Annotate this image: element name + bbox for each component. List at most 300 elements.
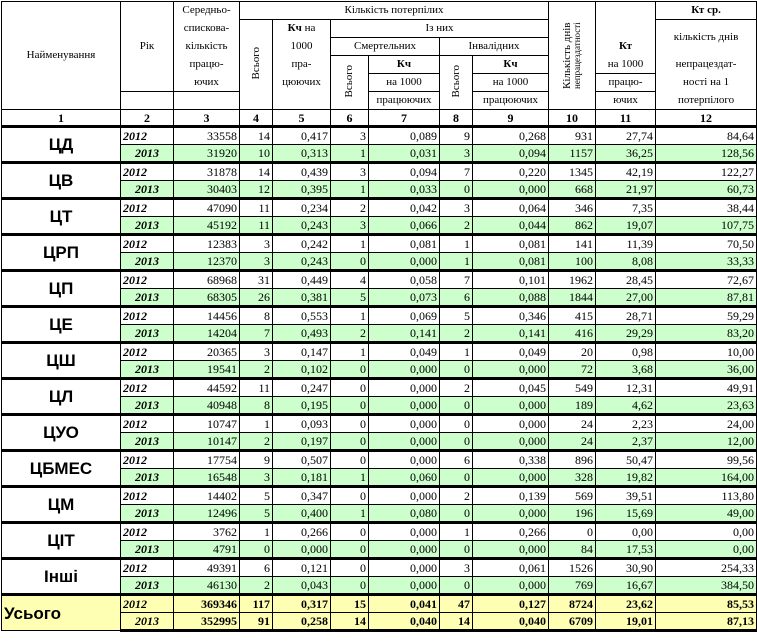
value-cell: 0,242 <box>273 235 331 253</box>
value-cell: 60,73 <box>656 181 757 199</box>
value-cell: 0 <box>440 181 473 199</box>
unit-name: ЦВ <box>2 163 121 199</box>
value-cell: 0,220 <box>473 163 549 181</box>
year-cell: 2013 <box>121 289 174 307</box>
year-cell: 2013 <box>121 577 174 595</box>
year-cell: 2012 <box>121 379 174 397</box>
value-cell: 14 <box>240 163 273 181</box>
value-cell: 3,68 <box>596 361 656 379</box>
value-cell: 0,139 <box>473 487 549 505</box>
unit-name: ЦМ <box>2 487 121 523</box>
value-cell: 0,094 <box>473 145 549 163</box>
value-cell: 3 <box>440 559 473 577</box>
value-cell: 384,50 <box>656 577 757 595</box>
value-cell: 12496 <box>174 505 240 523</box>
table-row <box>2 523 757 541</box>
value-cell: 7 <box>440 163 473 181</box>
year-cell: 2013 <box>121 217 174 235</box>
value-cell: 72,67 <box>656 271 757 289</box>
table-row <box>2 487 757 505</box>
value-cell: 27,00 <box>596 289 656 307</box>
value-cell: 10147 <box>174 433 240 451</box>
value-cell: 0,000 <box>369 451 440 469</box>
value-cell: 117 <box>240 595 273 613</box>
value-cell: 352995 <box>174 613 240 631</box>
year-cell: 2013 <box>121 541 174 559</box>
value-cell: 27,74 <box>596 127 656 145</box>
value-cell: 19,01 <box>596 613 656 631</box>
value-cell: 113,80 <box>656 487 757 505</box>
year-cell: 2012 <box>121 451 174 469</box>
value-cell: 9 <box>240 451 273 469</box>
unit-name: Інші <box>2 559 121 595</box>
header-kt: Кт <box>596 38 656 56</box>
value-cell: 0 <box>440 361 473 379</box>
value-cell: 0,043 <box>273 577 331 595</box>
value-cell: 1 <box>331 145 369 163</box>
value-cell: 931 <box>549 127 596 145</box>
value-cell: 0 <box>331 541 369 559</box>
value-cell: 862 <box>549 217 596 235</box>
table-row <box>2 271 757 289</box>
value-cell: 0 <box>440 397 473 415</box>
value-cell: 0,041 <box>369 595 440 613</box>
value-cell: 346 <box>549 199 596 217</box>
value-cell: 3 <box>240 235 273 253</box>
value-cell: 2 <box>440 217 473 235</box>
value-cell: 11 <box>240 199 273 217</box>
value-cell: 3 <box>240 469 273 487</box>
table-row <box>2 415 757 433</box>
value-cell: 0,045 <box>473 379 549 397</box>
unit-name: Усього <box>2 595 121 631</box>
year-cell: 2013 <box>121 361 174 379</box>
year-cell: 2012 <box>121 235 174 253</box>
value-cell: 0,101 <box>473 271 549 289</box>
value-cell: 0,000 <box>369 397 440 415</box>
year-cell: 2012 <box>121 271 174 289</box>
value-cell: 14 <box>240 127 273 145</box>
value-cell: 30,90 <box>596 559 656 577</box>
value-cell: 83,20 <box>656 325 757 343</box>
value-cell: 415 <box>549 307 596 325</box>
value-cell: 0,094 <box>369 163 440 181</box>
value-cell: 0,000 <box>369 487 440 505</box>
table-row <box>2 343 757 361</box>
value-cell: 0 <box>331 397 369 415</box>
value-cell: 33558 <box>174 127 240 145</box>
value-cell: 21,97 <box>596 181 656 199</box>
value-cell: 12370 <box>174 253 240 271</box>
unit-name: ЦІТ <box>2 523 121 559</box>
value-cell: 128,56 <box>656 145 757 163</box>
value-cell: 1962 <box>549 271 596 289</box>
value-cell: 68305 <box>174 289 240 307</box>
value-cell: 0,000 <box>369 379 440 397</box>
value-cell: 1 <box>331 307 369 325</box>
value-cell: 7 <box>440 271 473 289</box>
value-cell: 0,147 <box>273 343 331 361</box>
value-cell: 2 <box>240 433 273 451</box>
value-cell: 0,268 <box>473 127 549 145</box>
value-cell: 0 <box>240 541 273 559</box>
value-cell: 3 <box>240 343 273 361</box>
header-victims: Кількість потерпілих <box>240 2 549 20</box>
value-cell: 0,000 <box>369 577 440 595</box>
value-cell: 6 <box>440 451 473 469</box>
value-cell: 0,000 <box>473 415 549 433</box>
value-cell: 0,449 <box>273 271 331 289</box>
year-cell: 2013 <box>121 613 174 631</box>
value-cell: 0,000 <box>473 397 549 415</box>
value-cell: 0,346 <box>473 307 549 325</box>
value-cell: 12,00 <box>656 433 757 451</box>
value-cell: 0,00 <box>656 523 757 541</box>
value-cell: 100 <box>549 253 596 271</box>
value-cell: 1844 <box>549 289 596 307</box>
value-cell: 0,031 <box>369 145 440 163</box>
value-cell: 84,64 <box>656 127 757 145</box>
value-cell: 1 <box>331 181 369 199</box>
value-cell: 0 <box>331 559 369 577</box>
value-cell: 0 <box>440 433 473 451</box>
value-cell: 1 <box>240 415 273 433</box>
value-cell: 24,00 <box>656 415 757 433</box>
value-cell: 0,266 <box>473 523 549 541</box>
value-cell: 1 <box>331 343 369 361</box>
value-cell: 0,317 <box>273 595 331 613</box>
value-cell: 164,00 <box>656 469 757 487</box>
value-cell: 4791 <box>174 541 240 559</box>
value-cell: 141 <box>549 235 596 253</box>
value-cell: 0,258 <box>273 613 331 631</box>
value-cell: 87,13 <box>656 613 757 631</box>
value-cell: 328 <box>549 469 596 487</box>
value-cell: 254,33 <box>656 559 757 577</box>
value-cell: 0,058 <box>369 271 440 289</box>
value-cell: 26 <box>240 289 273 307</box>
value-cell: 1526 <box>549 559 596 577</box>
value-cell: 59,29 <box>656 307 757 325</box>
value-cell: 0,000 <box>473 361 549 379</box>
value-cell: 20365 <box>174 343 240 361</box>
value-cell: 2 <box>240 577 273 595</box>
value-cell: 19,07 <box>596 217 656 235</box>
value-cell: 16548 <box>174 469 240 487</box>
value-cell: 0,073 <box>369 289 440 307</box>
value-cell: 0,061 <box>473 559 549 577</box>
value-cell: 0,195 <box>273 397 331 415</box>
value-cell: 9 <box>440 127 473 145</box>
value-cell: 0 <box>331 523 369 541</box>
value-cell: 0,313 <box>273 145 331 163</box>
value-cell: 49391 <box>174 559 240 577</box>
value-cell: 0,234 <box>273 199 331 217</box>
value-cell: 369346 <box>174 595 240 613</box>
value-cell: 15,69 <box>596 505 656 523</box>
value-cell: 0 <box>440 469 473 487</box>
year-cell: 2013 <box>121 433 174 451</box>
value-cell: 14 <box>440 613 473 631</box>
value-cell: 33,33 <box>656 253 757 271</box>
value-cell: 1 <box>331 505 369 523</box>
value-cell: 0,000 <box>273 541 331 559</box>
value-cell: 0,044 <box>473 217 549 235</box>
value-cell: 0,00 <box>656 541 757 559</box>
value-cell: 0,102 <box>273 361 331 379</box>
value-cell: 11 <box>240 379 273 397</box>
value-cell: 0 <box>331 451 369 469</box>
value-cell: 0,400 <box>273 505 331 523</box>
value-cell: 28,71 <box>596 307 656 325</box>
value-cell: 6 <box>240 559 273 577</box>
value-cell: 549 <box>549 379 596 397</box>
value-cell: 0 <box>331 487 369 505</box>
value-cell: 0,080 <box>369 505 440 523</box>
value-cell: 2 <box>440 325 473 343</box>
table-row <box>2 235 757 253</box>
value-cell: 0,347 <box>273 487 331 505</box>
value-cell: 46130 <box>174 577 240 595</box>
value-cell: 0,266 <box>273 523 331 541</box>
table-row <box>2 199 757 217</box>
value-cell: 769 <box>549 577 596 595</box>
value-cell: 3 <box>440 145 473 163</box>
value-cell: 4,62 <box>596 397 656 415</box>
value-cell: 5 <box>240 505 273 523</box>
value-cell: 6 <box>440 289 473 307</box>
value-cell: 1 <box>440 253 473 271</box>
value-cell: 47090 <box>174 199 240 217</box>
table-row <box>2 595 757 613</box>
value-cell: 23,62 <box>596 595 656 613</box>
value-cell: 1345 <box>549 163 596 181</box>
value-cell: 0,243 <box>273 217 331 235</box>
value-cell: 2 <box>440 487 473 505</box>
value-cell: 1 <box>440 343 473 361</box>
year-cell: 2012 <box>121 559 174 577</box>
unit-name: ЦТ <box>2 199 121 235</box>
value-cell: 0,000 <box>369 433 440 451</box>
value-cell: 416 <box>549 325 596 343</box>
value-cell: 0,000 <box>473 541 549 559</box>
unit-name: ЦРП <box>2 235 121 271</box>
value-cell: 11 <box>240 217 273 235</box>
injury-statistics-table: Найменування Середньо- Кількість потерпілих Кількість днів непрацездатності Кт ср. спискова- Всього Кч на Із них кількість днів Рік кількість 1000 Смертельних Інвалідних Кт працю- пра- Всього Кч Всього Кч на 1000 непрацездат- ючих цюючих на 1000 на 1000 працю- ності на 1 працюючих працюючих ючих потерпілого 1 2 3 4 5 6 7 8 9 10 11 12 ЦД 2012 33558 14 0,417 3 0,089 9 0,268 931 27,74 84,64 2013 31920 10 0,313 1 0,031 3 0,094 1157 36,25 128,56 ЦВ 2012 31878 14 0,439 3 0,094 7 0,220 1345 42,19 122,27 2013 30403 12 0,395 1 0,033 0 0,000 668 21,97 60,73 ЦТ 2012 47090 11 0,234 2 0,042 3 0,064 346 7,35 38,44 2013 45192 11 0,243 3 0,066 2 0,044 862 19,07 107,75 ЦРП 2012 12383 3 0,242 1 0,081 1 0,081 141 11,39 70,50 2013 12370 3 0,243 0 0,000 1 0,081 100 8,08 33,33 ЦП 2012 68968 31 0,449 4 0,058 7 0,101 1962 28,45 72,67 2013 68305 26 0,381 5 0,073 6 0,088 1844 27,00 87,81 ЦЕ 2012 14456 8 0,553 1 0,069 5 0,346 415 28,71 59,29 2013 14204 7 0,493 2 0,141 2 0,141 416 29,29 83,20 ЦШ 2012 20365 3 0,147 1 0,049 1 0,049 20 0,98 10,00 2013 19541 2 0,102 0 0,000 0 0,000 72 3,68 36,00 ЦЛ 2012 44592 11 0,247 0 0,000 2 0,045 549 12,31 49,91 2013 40948 8 0,195 0 0,000 0 0,000 189 4,62 23,63 ЦУО 2012 10747 1 0,093 0 0,000 0 0,000 24 2,23 24,00 2013 10147 2 0,197 0 0,000 0 0,000 24 2,37 12,00 ЦБМЕС 2012 17754 9 0,507 0 0,000 6 0,338 896 50,47 99,56 2013 16548 3 0,181 1 0,060 0 0,000 328 19,82 164,00 ЦМ 2012 14402 5 0,347 0 0,000 2 0,139 569 39,51 113,80 2013 12496 5 0,400 1 0,080 0 0,000 196 15,69 49,00 ЦІТ 2012 3762 1 0,266 0 0,000 1 0,266 0 0,00 0,00 2013 4791 0 0,000 0 0,000 0 0,000 84 17,53 0,00 Інші 2012 49391 6 0,121 0 0,000 3 0,061 1526 30,90 254,33 2013 46130 2 0,043 0 0,000 0 0,000 769 16,67 384,50 Усього 2012 369346 117 0,317 15 0,041 47 0,127 8724 23,62 85,53 2013 352995 91 0,258 14 0,040 14 0,040 6709 19,01 87,13 <box>1 1 757 632</box>
value-cell: 49,00 <box>656 505 757 523</box>
value-cell: 0,197 <box>273 433 331 451</box>
value-cell: 99,56 <box>656 451 757 469</box>
year-cell: 2012 <box>121 127 174 145</box>
year-cell: 2013 <box>121 469 174 487</box>
value-cell: 38,44 <box>656 199 757 217</box>
value-cell: 2 <box>331 199 369 217</box>
value-cell: 6709 <box>549 613 596 631</box>
value-cell: 23,63 <box>656 397 757 415</box>
value-cell: 50,47 <box>596 451 656 469</box>
value-cell: 896 <box>549 451 596 469</box>
year-cell: 2013 <box>121 397 174 415</box>
value-cell: 0,395 <box>273 181 331 199</box>
value-cell: 0,417 <box>273 127 331 145</box>
value-cell: 0,439 <box>273 163 331 181</box>
value-cell: 569 <box>549 487 596 505</box>
value-cell: 0,081 <box>369 235 440 253</box>
value-cell: 2 <box>331 325 369 343</box>
value-cell: 10 <box>240 145 273 163</box>
value-cell: 39,51 <box>596 487 656 505</box>
value-cell: 0,141 <box>369 325 440 343</box>
value-cell: 189 <box>549 397 596 415</box>
value-cell: 0,093 <box>273 415 331 433</box>
value-cell: 0,247 <box>273 379 331 397</box>
value-cell: 1157 <box>549 145 596 163</box>
value-cell: 0,000 <box>369 559 440 577</box>
value-cell: 0,000 <box>369 415 440 433</box>
value-cell: 11,39 <box>596 235 656 253</box>
year-cell: 2012 <box>121 595 174 613</box>
value-cell: 8724 <box>549 595 596 613</box>
value-cell: 10,00 <box>656 343 757 361</box>
header-kt-avg: Кт ср. <box>656 2 757 20</box>
value-cell: 1 <box>331 235 369 253</box>
value-cell: 0,040 <box>369 613 440 631</box>
value-cell: 84 <box>549 541 596 559</box>
value-cell: 12 <box>240 181 273 199</box>
unit-name: ЦП <box>2 271 121 307</box>
value-cell: 0,000 <box>369 253 440 271</box>
value-cell: 0,000 <box>369 541 440 559</box>
value-cell: 8 <box>240 397 273 415</box>
value-cell: 31878 <box>174 163 240 181</box>
value-cell: 0,066 <box>369 217 440 235</box>
value-cell: 85,53 <box>656 595 757 613</box>
value-cell: 3 <box>331 217 369 235</box>
value-cell: 17,53 <box>596 541 656 559</box>
unit-name: ЦЛ <box>2 379 121 415</box>
value-cell: 91 <box>240 613 273 631</box>
value-cell: 0 <box>440 577 473 595</box>
value-cell: 1 <box>240 523 273 541</box>
unit-name: ЦШ <box>2 343 121 379</box>
year-cell: 2012 <box>121 199 174 217</box>
value-cell: 40948 <box>174 397 240 415</box>
value-cell: 0,000 <box>473 577 549 595</box>
value-cell: 0,049 <box>473 343 549 361</box>
value-cell: 14204 <box>174 325 240 343</box>
value-cell: 4 <box>331 271 369 289</box>
year-cell: 2012 <box>121 523 174 541</box>
value-cell: 42,19 <box>596 163 656 181</box>
value-cell: 12,31 <box>596 379 656 397</box>
value-cell: 0 <box>331 379 369 397</box>
value-cell: 5 <box>240 487 273 505</box>
table-row <box>2 451 757 469</box>
year-cell: 2012 <box>121 487 174 505</box>
year-cell: 2012 <box>121 415 174 433</box>
value-cell: 3 <box>331 127 369 145</box>
value-cell: 3 <box>240 253 273 271</box>
value-cell: 36,00 <box>656 361 757 379</box>
unit-name: ЦУО <box>2 415 121 451</box>
year-cell: 2013 <box>121 505 174 523</box>
value-cell: 5 <box>331 289 369 307</box>
value-cell: 24 <box>549 415 596 433</box>
value-cell: 0,338 <box>473 451 549 469</box>
value-cell: 0,081 <box>473 235 549 253</box>
header-name: Найменування <box>2 2 121 110</box>
value-cell: 0 <box>331 415 369 433</box>
value-cell: 49,91 <box>656 379 757 397</box>
value-cell: 72 <box>549 361 596 379</box>
value-cell: 0,493 <box>273 325 331 343</box>
value-cell: 15 <box>331 595 369 613</box>
value-cell: 0,181 <box>273 469 331 487</box>
value-cell: 0 <box>440 415 473 433</box>
value-cell: 17754 <box>174 451 240 469</box>
value-cell: 24 <box>549 433 596 451</box>
year-cell: 2013 <box>121 145 174 163</box>
value-cell: 0,000 <box>473 469 549 487</box>
value-cell: 0,381 <box>273 289 331 307</box>
value-cell: 0,243 <box>273 253 331 271</box>
value-cell: 0 <box>549 523 596 541</box>
year-cell: 2012 <box>121 307 174 325</box>
unit-name: ЦД <box>2 127 121 163</box>
value-cell: 68968 <box>174 271 240 289</box>
value-cell: 19541 <box>174 361 240 379</box>
value-cell: 2 <box>240 361 273 379</box>
value-cell: 0 <box>331 577 369 595</box>
year-cell: 2013 <box>121 253 174 271</box>
unit-name: ЦЕ <box>2 307 121 343</box>
value-cell: 0 <box>331 433 369 451</box>
value-cell: 36,25 <box>596 145 656 163</box>
value-cell: 2,37 <box>596 433 656 451</box>
value-cell: 3 <box>440 199 473 217</box>
value-cell: 0,060 <box>369 469 440 487</box>
value-cell: 0,121 <box>273 559 331 577</box>
value-cell: 1 <box>331 469 369 487</box>
value-cell: 0,069 <box>369 307 440 325</box>
unit-name: ЦБМЕС <box>2 451 121 487</box>
value-cell: 0,000 <box>473 181 549 199</box>
value-cell: 0,141 <box>473 325 549 343</box>
value-cell: 0 <box>331 361 369 379</box>
value-cell: 10747 <box>174 415 240 433</box>
value-cell: 29,29 <box>596 325 656 343</box>
value-cell: 14456 <box>174 307 240 325</box>
value-cell: 0,000 <box>369 361 440 379</box>
value-cell: 0,000 <box>473 433 549 451</box>
value-cell: 3 <box>331 163 369 181</box>
value-cell: 70,50 <box>656 235 757 253</box>
value-cell: 7 <box>240 325 273 343</box>
value-cell: 16,67 <box>596 577 656 595</box>
column-numbers-row: 1 2 3 4 5 6 7 8 9 10 11 12 <box>2 110 757 127</box>
value-cell: 0,507 <box>273 451 331 469</box>
value-cell: 8 <box>240 307 273 325</box>
value-cell: 14 <box>331 613 369 631</box>
value-cell: 107,75 <box>656 217 757 235</box>
value-cell: 3762 <box>174 523 240 541</box>
value-cell: 7,35 <box>596 199 656 217</box>
value-cell: 20 <box>549 343 596 361</box>
year-cell: 2012 <box>121 343 174 361</box>
value-cell: 19,82 <box>596 469 656 487</box>
value-cell: 122,27 <box>656 163 757 181</box>
value-cell: 0,042 <box>369 199 440 217</box>
